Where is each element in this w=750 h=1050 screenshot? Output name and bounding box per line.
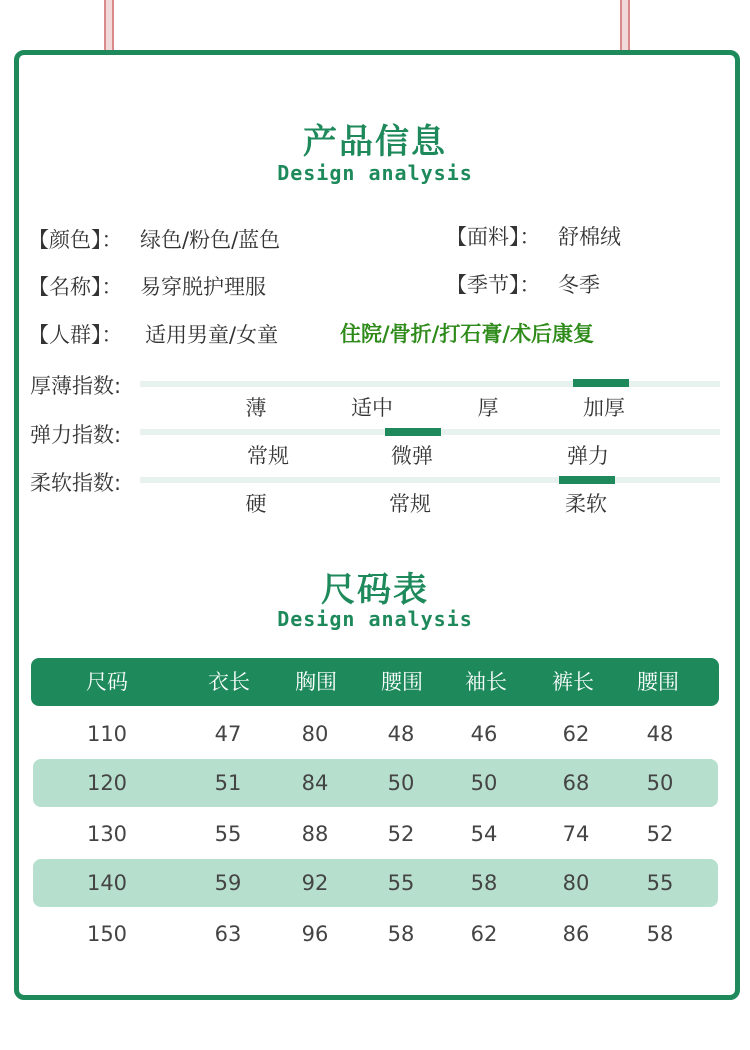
- table-cell: 51: [214, 771, 242, 795]
- table-cell: 47: [214, 722, 242, 746]
- index-label: 柔软指数:: [30, 471, 122, 495]
- size-table-header: [31, 658, 719, 706]
- table-cell: 58: [387, 922, 415, 946]
- header-cell: 胸围: [295, 670, 337, 694]
- fabric-value: 舒棉绒: [558, 225, 621, 249]
- color-value: 绿色/粉色/蓝色: [140, 228, 281, 252]
- index-selected-marker: [573, 379, 629, 387]
- table-cell: 130: [86, 822, 128, 846]
- table-cell: 48: [387, 722, 415, 746]
- index-track: [140, 477, 720, 483]
- group-value: 适用男童/女童: [145, 323, 279, 347]
- table-cell: 62: [470, 922, 498, 946]
- table-cell: 110: [86, 722, 128, 746]
- fabric-label: 【面料】：: [446, 225, 541, 249]
- table-row: [33, 759, 718, 807]
- table-cell: 88: [301, 822, 329, 846]
- table-cell: 55: [387, 871, 415, 895]
- table-row: [33, 859, 718, 907]
- header-cell: 裤长: [552, 670, 594, 694]
- table-cell: 58: [646, 922, 674, 946]
- table-cell: 52: [646, 822, 674, 846]
- header-cell: 衣长: [208, 670, 250, 694]
- table-cell: 92: [301, 871, 329, 895]
- index-label: 厚薄指数:: [30, 374, 122, 398]
- table-cell: 96: [301, 922, 329, 946]
- header-cell: 腰围: [381, 670, 423, 694]
- index-option: 加厚: [583, 396, 625, 420]
- size-chart-title: 尺码表: [321, 570, 429, 610]
- color-label: 【颜色】：: [28, 228, 123, 252]
- index-option: 微弹: [391, 444, 433, 468]
- table-row: [33, 810, 718, 858]
- season-value: 冬季: [558, 273, 600, 297]
- table-cell: 120: [86, 771, 128, 795]
- index-selected-marker: [385, 428, 441, 436]
- table-cell: 74: [562, 822, 590, 846]
- size-chart-subtitle: Design analysis: [277, 607, 473, 631]
- header-cell: 尺码: [86, 670, 128, 694]
- table-cell: 68: [562, 771, 590, 795]
- table-row: [33, 710, 718, 758]
- product-info-title: 产品信息: [303, 122, 447, 162]
- index-option: 厚: [477, 396, 499, 420]
- index-track: [140, 381, 720, 387]
- table-cell: 55: [214, 822, 242, 846]
- product-info-subtitle: Design analysis: [277, 161, 473, 185]
- table-cell: 52: [387, 822, 415, 846]
- table-cell: 55: [646, 871, 674, 895]
- index-option: 常规: [389, 492, 431, 516]
- index-option: 硬: [245, 492, 267, 516]
- table-cell: 84: [301, 771, 329, 795]
- name-value: 易穿脱护理服: [140, 275, 266, 299]
- season-label: 【季节】：: [446, 273, 541, 297]
- table-cell: 62: [562, 722, 590, 746]
- table-cell: 63: [214, 922, 242, 946]
- table-cell: 86: [562, 922, 590, 946]
- index-option: 柔软: [565, 492, 607, 516]
- header-cell: 腰围: [637, 670, 679, 694]
- table-cell: 50: [470, 771, 498, 795]
- index-selected-marker: [559, 476, 615, 484]
- table-cell: 48: [646, 722, 674, 746]
- group-label: 【人群】：: [28, 323, 123, 347]
- table-cell: 59: [214, 871, 242, 895]
- table-cell: 58: [470, 871, 498, 895]
- table-row: [33, 910, 718, 958]
- table-cell: 50: [646, 771, 674, 795]
- index-label: 弹力指数:: [30, 423, 122, 447]
- index-option: 适中: [351, 396, 393, 420]
- index-option: 常规: [247, 444, 289, 468]
- table-cell: 54: [470, 822, 498, 846]
- index-option: 薄: [245, 396, 267, 420]
- table-cell: 80: [301, 722, 329, 746]
- header-cell: 袖长: [465, 670, 507, 694]
- table-cell: 150: [86, 922, 128, 946]
- table-cell: 46: [470, 722, 498, 746]
- index-option: 弹力: [567, 444, 609, 468]
- table-cell: 140: [86, 871, 128, 895]
- table-cell: 80: [562, 871, 590, 895]
- usage-highlight: 住院/骨折/打石膏/术后康复: [340, 322, 595, 346]
- table-cell: 50: [387, 771, 415, 795]
- name-label: 【名称】：: [28, 275, 123, 299]
